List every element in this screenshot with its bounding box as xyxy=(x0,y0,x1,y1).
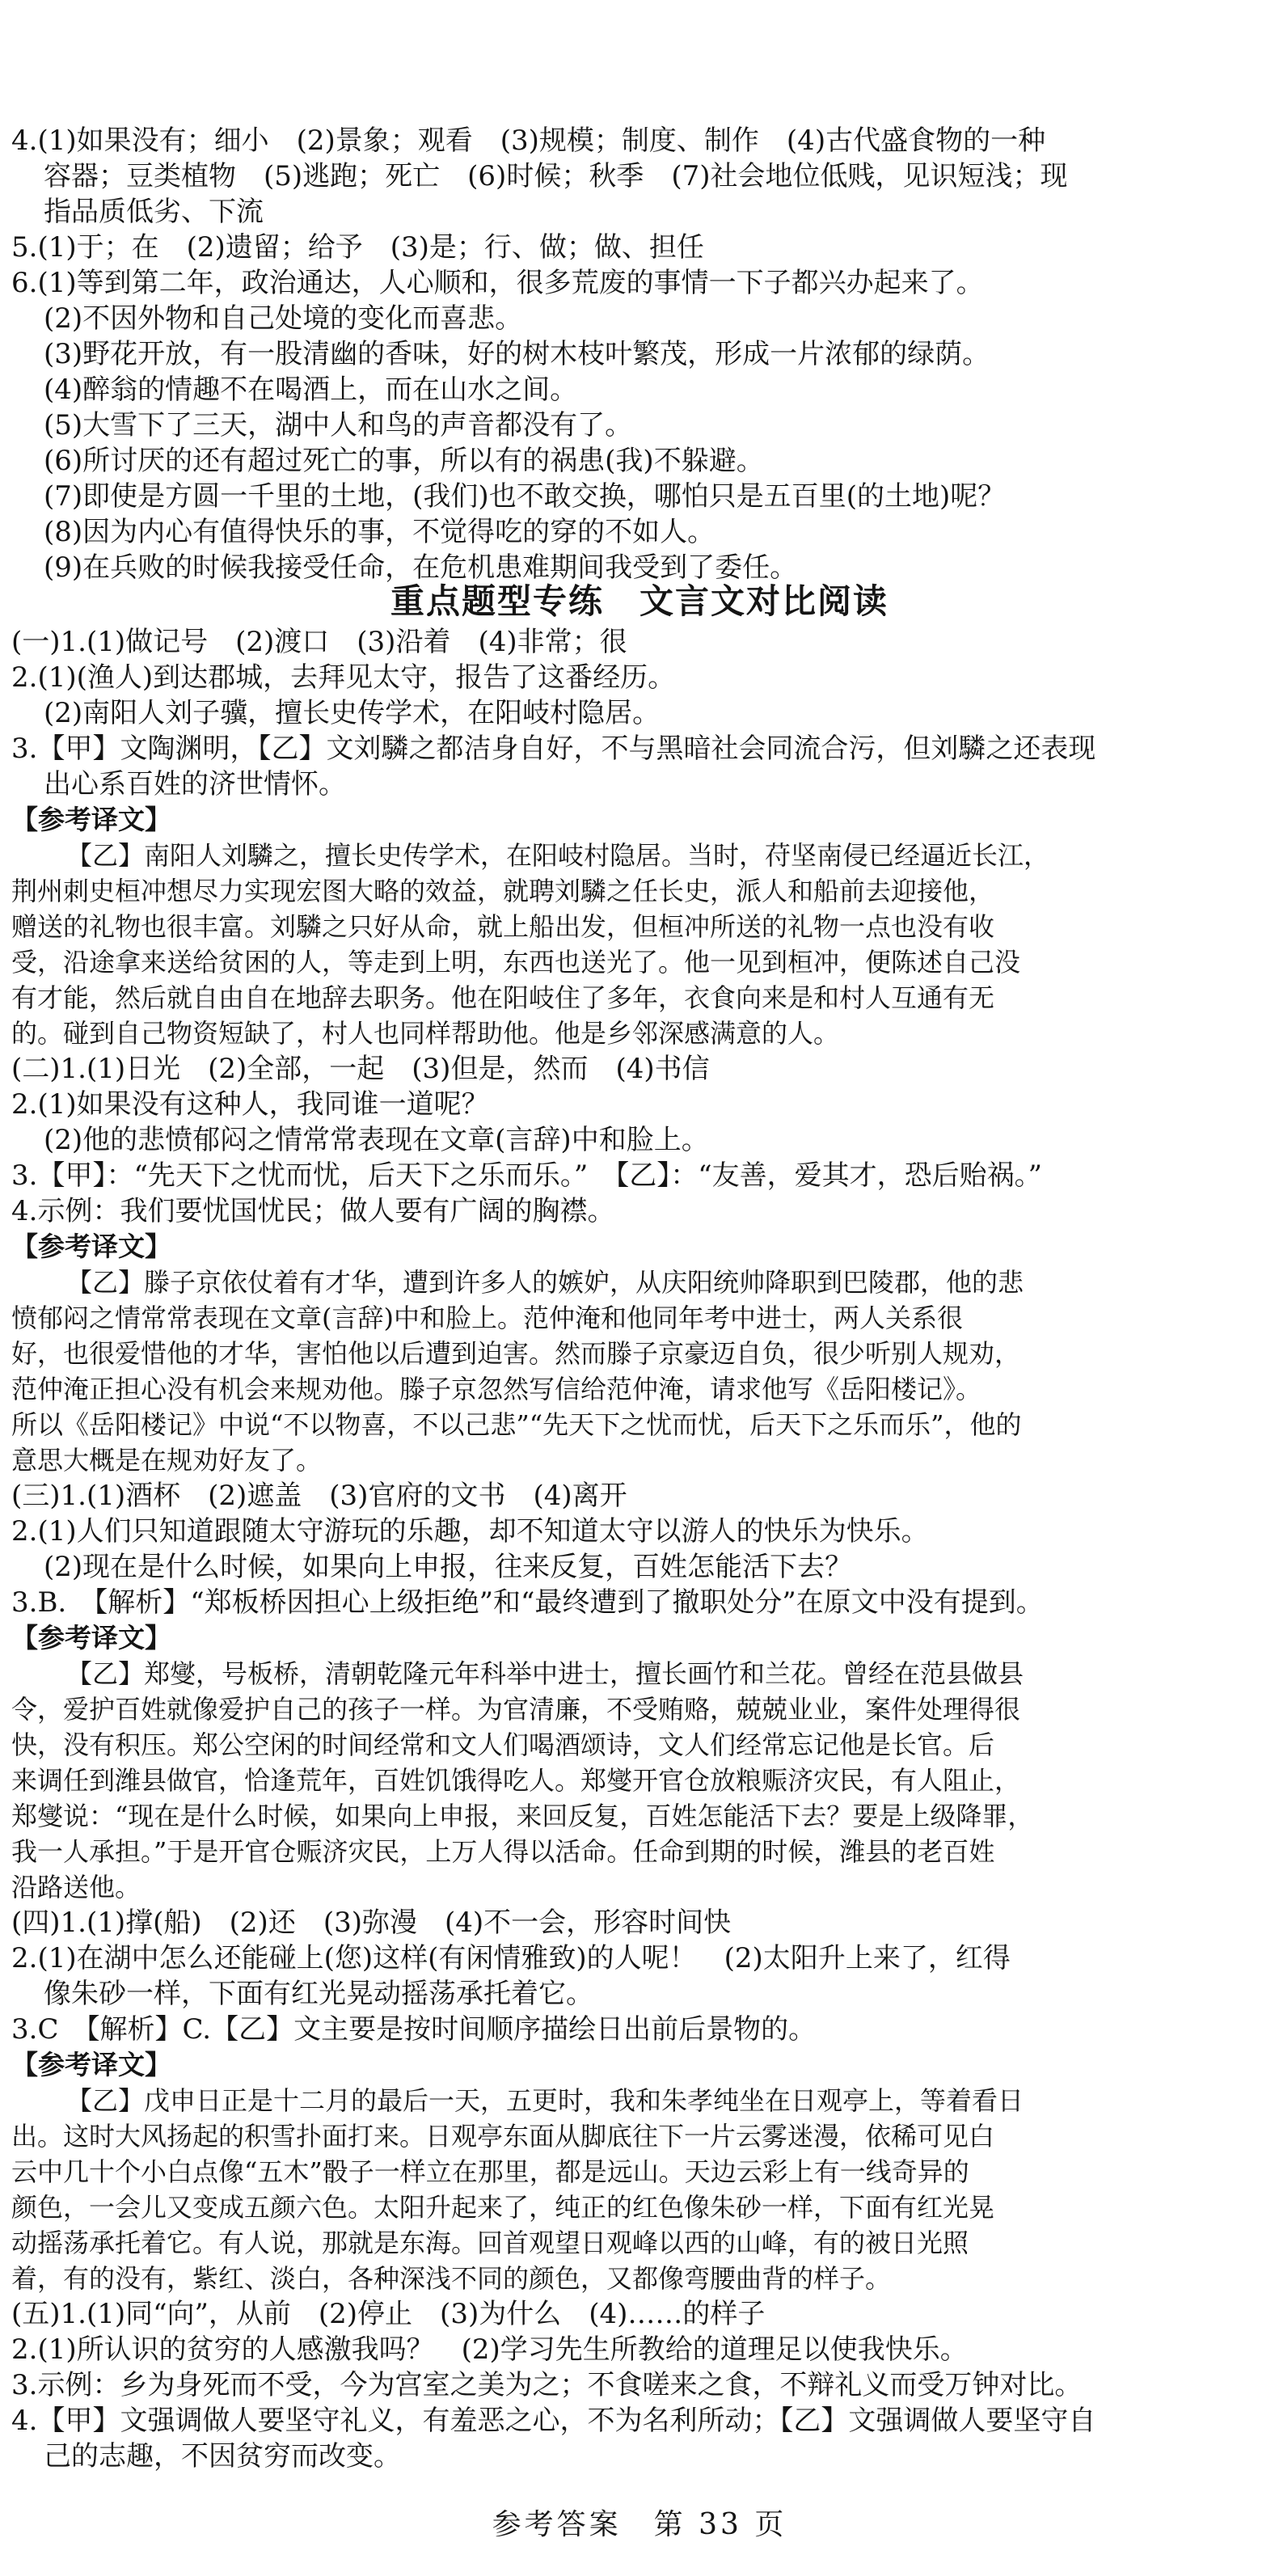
answer-line: (7)即使是方圆一千里的土地，(我们)也不敢交换，哪怕只是五百里(的土地)呢？ xyxy=(44,480,1006,513)
translation-line: 颜色，一会儿又变成五颜六色。太阳升起来了，纯正的红色像朱砂一样，下面有红光晃 xyxy=(11,2192,995,2223)
translation-line: 沿路送他。 xyxy=(11,1872,141,1902)
translation-line: 所以《岳阳楼记》中说“不以物喜，不以己悲”“先天下之忧而忧，后天下之乐而乐”，他的 xyxy=(11,1409,1022,1440)
answer-line: 3.B. 【解析】“郑板桥因担心上级拒绝”和“最终遭到了撤职处分”在原文中没有提到。 xyxy=(11,1586,1044,1619)
answer-line: 3.示例：乡为身死而不受，今为宫室之美为之；不食嗟来之食，不辩礼义而受万钟对比。 xyxy=(11,2369,1083,2401)
translation-line: 郑燮说：“现在是什么时候，如果向上申报，来回反复，百姓怎能活下去？要是上级降罪， xyxy=(11,1801,1034,1831)
answer-line: (3)野花开放，有一股清幽的香味，好的树木枝叶繁茂，形成一片浓郁的绿荫。 xyxy=(44,338,990,370)
answer-line: 6.(1)等到第二年，政治通达，人心顺和，很多荒废的事情一下子都兴办起来了。 xyxy=(11,267,984,299)
section-title: 重点题型专练 文言文对比阅读 xyxy=(390,581,889,621)
translation-line: 动摇荡承托着它。有人说，那就是东海。回首观望日观峰以西的山峰，有的被日光照 xyxy=(11,2228,969,2258)
translation-line: 着，有的没有，紫红、淡白，各种深浅不同的颜色，又都像弯腰曲背的样子。 xyxy=(11,2263,892,2294)
answer-line: 像朱砂一样，下面有红光晃动摇荡承托着它。 xyxy=(44,1978,593,2010)
reference-translation-heading: 【参考译文】 xyxy=(11,2049,171,2080)
translation-line: 来调任到潍县做官，恰逢荒年，百姓饥饿得吃人。郑燮开官仓放粮赈济灾民，有人阻止， xyxy=(11,1765,1021,1796)
answer-line: 2.(1)在湖中怎么还能碰上(您)这样(有闲情雅致)的人呢！ (2)太阳升上来了，红得 xyxy=(11,1942,1011,1974)
answer-line: (6)所讨厌的还有超过死亡的事，所以有的祸患(我)不躲避。 xyxy=(44,445,764,477)
answer-line: (四)1.(1)撑(船) (2)还 (3)弥漫 (4)不一会，形容时间快 xyxy=(11,1907,732,1939)
reference-translation-heading: 【参考译文】 xyxy=(11,804,171,835)
answer-line: 5.(1)于；在 (2)遗留；给予 (3)是；行、做；做、担任 xyxy=(11,231,704,264)
answer-line: 2.(1)所认识的贫穷的人感激我吗？ (2)学习先生所教给的道理足以使我快乐。 xyxy=(11,2333,968,2366)
answer-line: 4.(1)如果没有；细小 (2)景象；观看 (3)规模；制度、制作 (4)古代盛食物的一种 xyxy=(11,125,1046,157)
translation-line: 有才能，然后就自由自在地辞去职务。他在阳岐住了多年，衣食向来是和村人互通有无 xyxy=(11,982,995,1013)
translation-line: 意思大概是在规劝好友了。 xyxy=(11,1445,323,1476)
answer-line: (2)不因外物和自己处境的变化而喜悲。 xyxy=(44,302,523,335)
translation-line: 【乙】滕子京依仗着有才华，遭到许多人的嫉妒，从庆阳统帅降职到巴陵郡，他的悲 xyxy=(66,1267,1024,1298)
answer-line: (5)大雪下了三天，湖中人和鸟的声音都没有了。 xyxy=(44,409,633,441)
translation-line: 【乙】南阳人刘驎之，擅长史传学术，在阳岐村隐居。当时，苻坚南侵已经逼近长江， xyxy=(66,840,1050,871)
answer-line: 3.C 【解析】C.【乙】文主要是按时间顺序描绘日出前后景物的。 xyxy=(11,2013,817,2046)
translation-line: 受，沿途拿来送给贫困的人，等走到上明，东西也送光了。他一见到桓冲，便陈述自己没 xyxy=(11,947,1021,978)
reference-translation-heading: 【参考译文】 xyxy=(11,1622,171,1653)
answer-line: 4.【甲】文强调做人要坚守礼义，有羞恶之心，不为名利所动；【乙】文强调做人要坚守自 xyxy=(11,2405,1096,2437)
answer-line: 3.【甲】文陶渊明，【乙】文刘驎之都洁身自好，不与黑暗社会同流合污，但刘驎之还表现 xyxy=(11,733,1096,765)
translation-line: 【乙】郑燮，号板桥，清朝乾隆元年科举中进士，擅长画竹和兰花。曾经在范县做县 xyxy=(66,1658,1024,1689)
answer-line: 己的志趣，不因贫穷而改变。 xyxy=(44,2440,401,2473)
translation-line: 范仲淹正担心没有机会来规劝他。滕子京忽然写信给范仲淹，请求他写《岳阳楼记》。 xyxy=(11,1374,982,1404)
translation-line: 云中几十个小白点像“五木”骰子一样立在那里，都是远山。天边云彩上有一线奇异的 xyxy=(11,2156,969,2187)
answer-line: 指品质低劣、下流 xyxy=(44,196,264,228)
translation-line: 好，也很爱惜他的才华，害怕他以后遭到迫害。然而滕子京豪迈自负，很少听别人规劝， xyxy=(11,1338,1021,1369)
answer-line: (8)因为内心有值得快乐的事，不觉得吃的穿的不如人。 xyxy=(44,516,715,548)
answer-line: 2.(1)人们只知道跟随太守游玩的乐趣，却不知道太守以游人的快乐为快乐。 xyxy=(11,1515,929,1548)
answer-line: (三)1.(1)酒杯 (2)遮盖 (3)官府的文书 (4)离开 xyxy=(11,1480,627,1512)
answer-line: 3.【甲】：“先天下之忧而忧，后天下之乐而乐。” 【乙】：“友善，爱其才，恐后贻祸。” xyxy=(11,1159,1042,1192)
answer-line: (2)南阳人刘子骥，擅长史传学术，在阳岐村隐居。 xyxy=(44,697,661,729)
translation-line: 令，爱护百姓就像爱护自己的孩子一样。为官清廉，不受贿赂，兢兢业业，案件处理得很 xyxy=(11,1694,1021,1725)
translation-line: 赠送的礼物也很丰富。刘驎之只好从命，就上船出发，但桓冲所送的礼物一点也没有收 xyxy=(11,911,995,942)
translation-line: 荆州刺史桓冲想尽力实现宏图大略的效益，就聘刘驎之任长史，派人和船前去迎接他， xyxy=(11,876,995,906)
translation-line: 我一人承担。”于是开官仓赈济灾民，上万人得以活命。任命到期的时候，潍县的老百姓 xyxy=(11,1836,995,1867)
translation-line: 出。这时大风扬起的积雪扑面打来。日观亭东面从脚底往下一片云雾迷漫，依稀可见白 xyxy=(11,2121,995,2152)
answer-line: 4.示例：我们要忧国忧民；做人要有广阔的胸襟。 xyxy=(11,1195,615,1227)
answer-line: (五)1.(1)同“向”，从前 (2)停止 (3)为什么 (4)……的样子 xyxy=(11,2298,766,2330)
answer-line: (一)1.(1)做记号 (2)渡口 (3)沿着 (4)非常；很 xyxy=(11,626,627,658)
answer-line: (二)1.(1)日光 (2)全部，一起 (3)但是，然而 (4)书信 xyxy=(11,1053,710,1085)
translation-line: 【乙】戊申日正是十二月的最后一天，五更时，我和朱孝纯坐在日观亭上，等着看日 xyxy=(66,2085,1024,2116)
answer-line: (2)他的悲愤郁闷之情常常表现在文章(言辞)中和脸上。 xyxy=(44,1124,709,1156)
answer-line: (2)现在是什么时候，如果向上申报，往来反复，百姓怎能活下去？ xyxy=(44,1551,853,1583)
answer-line: 2.(1)(渔人)到达郡城，去拜见太守，报告了这番经历。 xyxy=(11,661,676,694)
answer-line: 出心系百姓的济世情怀。 xyxy=(44,768,346,800)
answer-line: 2.(1)如果没有这种人，我同谁一道呢？ xyxy=(11,1088,489,1121)
translation-line: 快，没有积压。郑公空闲的时间经常和文人们喝酒颂诗，文人们经常忘记他是长官。后 xyxy=(11,1729,995,1760)
translation-line: 愤郁闷之情常常表现在文章(言辞)中和脸上。范仲淹和他同年考中进士，两人关系很 xyxy=(11,1303,963,1333)
answer-line: (4)醉翁的情趣不在喝酒上，而在山水之间。 xyxy=(44,374,578,406)
translation-line: 的。碰到自己物资短缺了，村人也同样帮助他。他是乡邻深感满意的人。 xyxy=(11,1018,840,1049)
answer-line: (9)在兵败的时候我接受任命，在危机患难期间我受到了委任。 xyxy=(44,551,798,584)
page-footer: 参考答案 第 33 页 xyxy=(492,2508,787,2541)
reference-translation-heading: 【参考译文】 xyxy=(11,1231,171,1262)
answer-line: 容器；豆类植物 (5)逃跑；死亡 (6)时候；秋季 (7)社会地位低贱，见识短浅；现 xyxy=(44,160,1068,192)
